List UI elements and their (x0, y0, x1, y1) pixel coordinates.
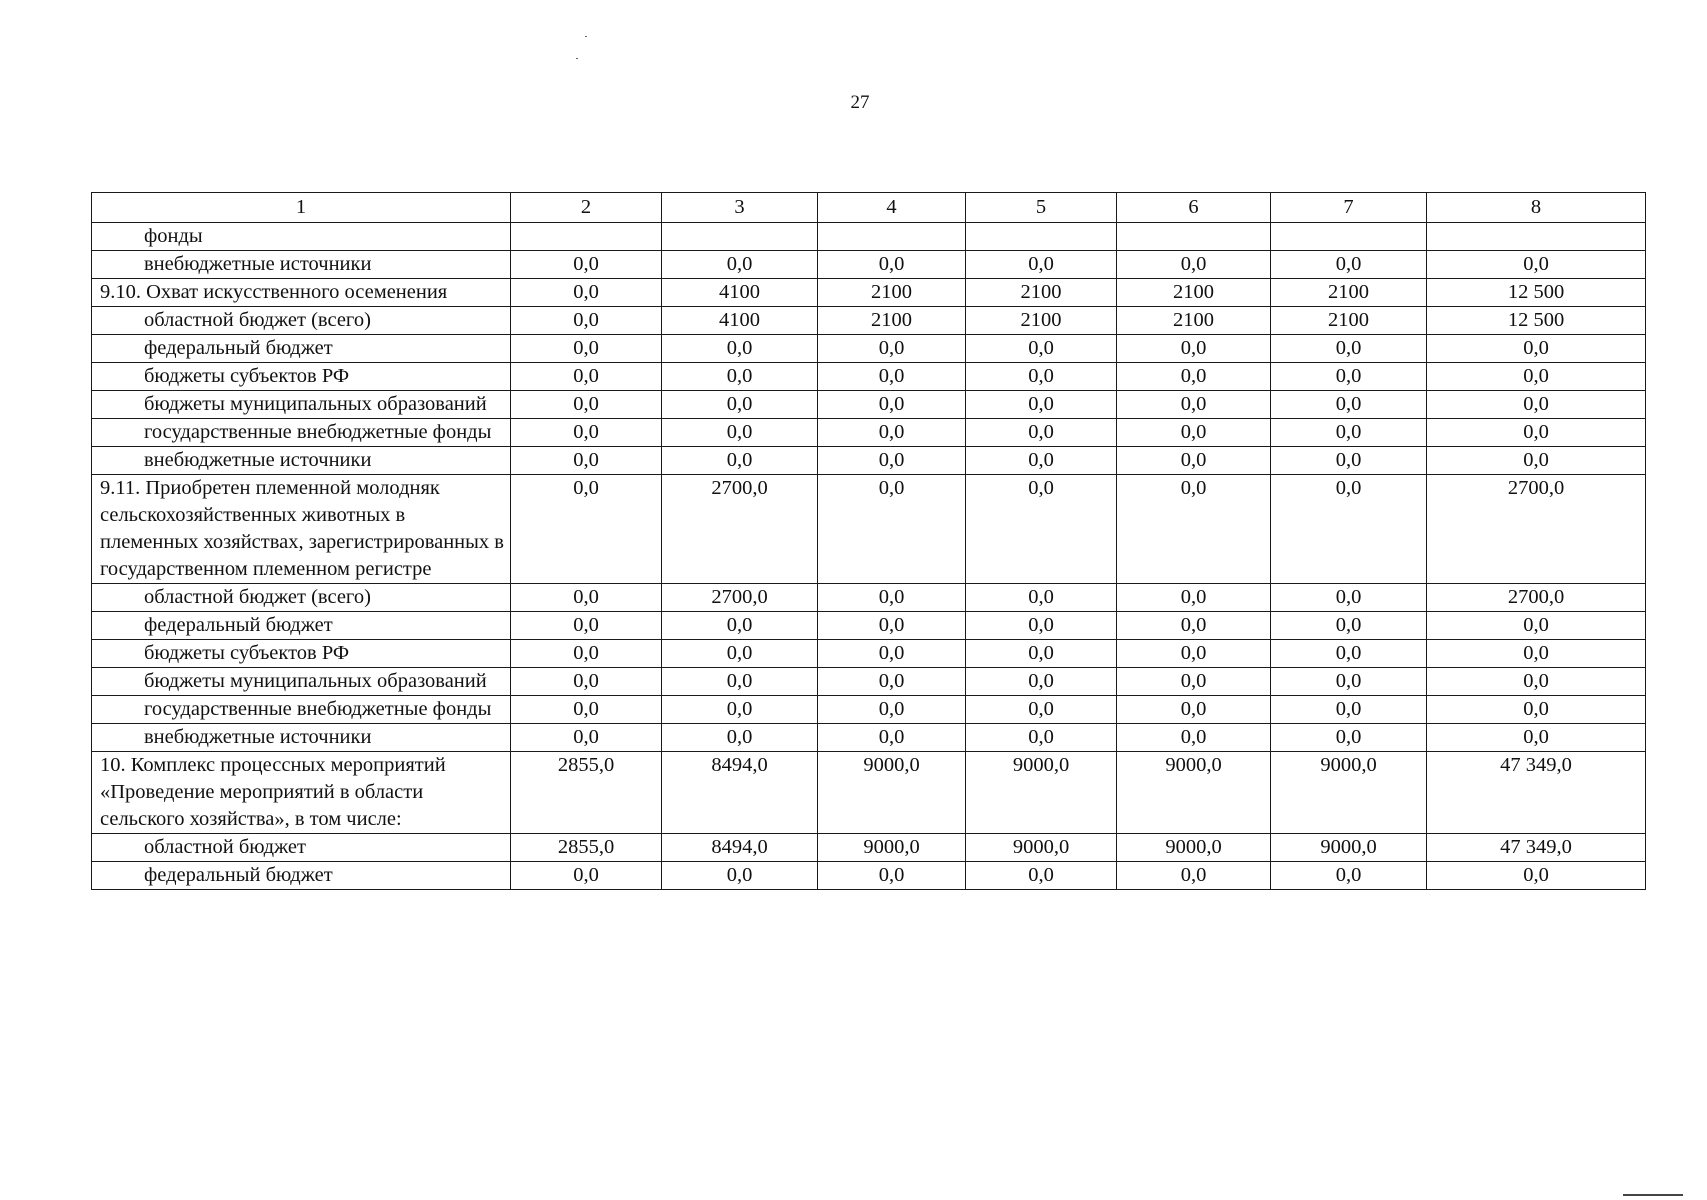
value-cell: 0,0 (966, 251, 1117, 279)
value-cell: 0,0 (1117, 696, 1271, 724)
value-cell (1427, 223, 1646, 251)
value-cell: 0,0 (1271, 724, 1427, 752)
value-cell: 0,0 (1271, 862, 1427, 890)
value-cell: 0,0 (511, 447, 662, 475)
column-header: 6 (1117, 193, 1271, 223)
value-cell: 0,0 (511, 612, 662, 640)
value-cell: 0,0 (1117, 363, 1271, 391)
funding-source-label: бюджеты муниципальных образований (92, 668, 511, 696)
value-cell: 0,0 (1427, 724, 1646, 752)
table-row (92, 223, 1646, 251)
value-cell: 0,0 (966, 447, 1117, 475)
value-cell: 9000,0 (1271, 834, 1427, 862)
section-label: 9.10. Охват искусственного осеменения (92, 279, 511, 307)
value-cell: 0,0 (818, 335, 966, 363)
value-cell: 0,0 (1271, 419, 1427, 447)
value-cell: 9000,0 (966, 752, 1117, 834)
value-cell: 0,0 (662, 391, 818, 419)
value-cell: 0,0 (1117, 251, 1271, 279)
value-cell: 2100 (1271, 307, 1427, 335)
funding-source-label: бюджеты субъектов РФ (92, 640, 511, 668)
table-row (92, 584, 1646, 612)
value-cell: 0,0 (511, 279, 662, 307)
value-cell: 0,0 (662, 668, 818, 696)
funding-source-label: внебюджетные источники (92, 724, 511, 752)
value-cell: 0,0 (1117, 640, 1271, 668)
value-cell: 2100 (966, 307, 1117, 335)
table-row (92, 696, 1646, 724)
value-cell: 0,0 (818, 419, 966, 447)
value-cell: 0,0 (966, 862, 1117, 890)
value-cell: 8494,0 (662, 752, 818, 834)
value-cell: 0,0 (511, 419, 662, 447)
value-cell: 0,0 (662, 724, 818, 752)
table-row-section (92, 475, 1646, 584)
budget-table (91, 192, 1646, 890)
value-cell: 0,0 (1117, 584, 1271, 612)
value-cell: 0,0 (1427, 696, 1646, 724)
value-cell: 0,0 (818, 862, 966, 890)
value-cell: 0,0 (511, 363, 662, 391)
scan-speck (576, 58, 578, 59)
value-cell: 0,0 (511, 391, 662, 419)
funding-source-label: бюджеты субъектов РФ (92, 363, 511, 391)
value-cell: 4100 (662, 307, 818, 335)
value-cell: 0,0 (1117, 862, 1271, 890)
value-cell (966, 223, 1117, 251)
value-cell: 0,0 (966, 391, 1117, 419)
header-row (92, 193, 1646, 223)
page-number: 27 (850, 92, 870, 113)
table-row (92, 447, 1646, 475)
value-cell: 0,0 (1117, 419, 1271, 447)
value-cell: 0,0 (1271, 640, 1427, 668)
value-cell: 0,0 (818, 696, 966, 724)
value-cell: 0,0 (662, 335, 818, 363)
value-cell: 0,0 (511, 251, 662, 279)
table-body (92, 223, 1646, 890)
value-cell: 0,0 (511, 696, 662, 724)
value-cell: 47 349,0 (1427, 834, 1646, 862)
value-cell: 0,0 (1271, 251, 1427, 279)
value-cell: 0,0 (966, 640, 1117, 668)
value-cell: 2100 (818, 279, 966, 307)
table-row-section (92, 279, 1646, 307)
value-cell: 0,0 (1427, 668, 1646, 696)
funding-source-label: федеральный бюджет (92, 335, 511, 363)
value-cell: 0,0 (1117, 724, 1271, 752)
table-row (92, 391, 1646, 419)
value-cell (818, 223, 966, 251)
value-cell: 0,0 (1117, 668, 1271, 696)
value-cell: 0,0 (662, 447, 818, 475)
column-header: 7 (1271, 193, 1427, 223)
value-cell: 2700,0 (662, 475, 818, 584)
value-cell: 0,0 (1427, 862, 1646, 890)
value-cell: 9000,0 (966, 834, 1117, 862)
value-cell: 0,0 (966, 335, 1117, 363)
value-cell: 0,0 (1117, 447, 1271, 475)
value-cell: 0,0 (1427, 391, 1646, 419)
value-cell: 0,0 (818, 724, 966, 752)
value-cell: 0,0 (662, 862, 818, 890)
table-row (92, 640, 1646, 668)
value-cell: 8494,0 (662, 834, 818, 862)
value-cell: 2100 (818, 307, 966, 335)
value-cell: 0,0 (1427, 447, 1646, 475)
value-cell: 0,0 (662, 363, 818, 391)
value-cell: 0,0 (1427, 612, 1646, 640)
funding-source-label: государственные внебюджетные фонды (92, 419, 511, 447)
column-header: 1 (92, 193, 511, 223)
value-cell: 47 349,0 (1427, 752, 1646, 834)
value-cell: 0,0 (966, 668, 1117, 696)
table-row (92, 307, 1646, 335)
value-cell: 0,0 (818, 251, 966, 279)
section-label: 10. Комплекс процессных мероприятий «Проведение мероприятий в области сельского хозяйства», в том числе: (92, 752, 511, 834)
value-cell: 0,0 (662, 419, 818, 447)
value-cell: 0,0 (1117, 335, 1271, 363)
value-cell: 0,0 (818, 640, 966, 668)
value-cell: 0,0 (1271, 335, 1427, 363)
scan-edge-mark (1623, 1194, 1683, 1196)
table-row (92, 834, 1646, 862)
column-header: 2 (511, 193, 662, 223)
column-header: 5 (966, 193, 1117, 223)
value-cell: 0,0 (1117, 391, 1271, 419)
funding-source-label: фонды (92, 223, 511, 251)
value-cell: 0,0 (662, 640, 818, 668)
value-cell: 2100 (1271, 279, 1427, 307)
table-row (92, 862, 1646, 890)
value-cell: 0,0 (1427, 363, 1646, 391)
value-cell: 0,0 (511, 584, 662, 612)
funding-source-label: федеральный бюджет (92, 612, 511, 640)
funding-source-label: государственные внебюджетные фонды (92, 696, 511, 724)
funding-source-label: внебюджетные источники (92, 251, 511, 279)
value-cell: 0,0 (1427, 251, 1646, 279)
funding-source-label: внебюджетные источники (92, 447, 511, 475)
value-cell: 2100 (966, 279, 1117, 307)
funding-source-label: областной бюджет (92, 834, 511, 862)
value-cell: 9000,0 (818, 752, 966, 834)
value-cell: 0,0 (1427, 419, 1646, 447)
value-cell: 0,0 (1271, 447, 1427, 475)
value-cell: 0,0 (1271, 668, 1427, 696)
value-cell: 4100 (662, 279, 818, 307)
value-cell: 0,0 (1427, 335, 1646, 363)
value-cell: 12 500 (1427, 307, 1646, 335)
scan-speck (585, 36, 587, 37)
value-cell: 12 500 (1427, 279, 1646, 307)
value-cell: 2100 (1117, 307, 1271, 335)
value-cell: 0,0 (818, 612, 966, 640)
value-cell: 0,0 (818, 447, 966, 475)
value-cell: 0,0 (966, 419, 1117, 447)
value-cell: 0,0 (1271, 612, 1427, 640)
value-cell: 0,0 (1271, 363, 1427, 391)
value-cell: 9000,0 (818, 834, 966, 862)
value-cell: 9000,0 (1117, 752, 1271, 834)
table-row (92, 419, 1646, 447)
column-header: 8 (1427, 193, 1646, 223)
value-cell: 0,0 (818, 391, 966, 419)
table-row-section (92, 752, 1646, 834)
value-cell: 2700,0 (1427, 475, 1646, 584)
funding-source-label: федеральный бюджет (92, 862, 511, 890)
column-header: 3 (662, 193, 818, 223)
value-cell: 2700,0 (1427, 584, 1646, 612)
value-cell: 0,0 (966, 724, 1117, 752)
value-cell: 0,0 (1271, 696, 1427, 724)
table-row (92, 363, 1646, 391)
value-cell: 0,0 (662, 612, 818, 640)
funding-source-label: бюджеты муниципальных образований (92, 391, 511, 419)
value-cell (1271, 223, 1427, 251)
value-cell: 0,0 (966, 475, 1117, 584)
value-cell: 0,0 (662, 251, 818, 279)
table-row (92, 668, 1646, 696)
value-cell: 0,0 (511, 335, 662, 363)
value-cell: 0,0 (1117, 612, 1271, 640)
value-cell: 9000,0 (1117, 834, 1271, 862)
value-cell: 0,0 (818, 584, 966, 612)
table-row (92, 251, 1646, 279)
value-cell: 0,0 (1271, 391, 1427, 419)
value-cell: 2100 (1117, 279, 1271, 307)
value-cell: 0,0 (511, 475, 662, 584)
value-cell: 0,0 (1271, 475, 1427, 584)
value-cell: 0,0 (966, 612, 1117, 640)
table-row (92, 335, 1646, 363)
value-cell: 0,0 (818, 363, 966, 391)
value-cell: 2855,0 (511, 752, 662, 834)
funding-source-label: областной бюджет (всего) (92, 307, 511, 335)
value-cell: 2855,0 (511, 834, 662, 862)
value-cell: 9000,0 (1271, 752, 1427, 834)
value-cell: 0,0 (1117, 475, 1271, 584)
value-cell (1117, 223, 1271, 251)
funding-source-label: областной бюджет (всего) (92, 584, 511, 612)
value-cell: 0,0 (511, 640, 662, 668)
section-label: 9.11. Приобретен племенной молодняк сельскохозяйственных животных в племенных хозяйствах, зарегистрированных в государственном племенном регистре (92, 475, 511, 584)
table-row (92, 612, 1646, 640)
value-cell: 0,0 (966, 696, 1117, 724)
value-cell: 0,0 (1427, 640, 1646, 668)
value-cell: 0,0 (511, 862, 662, 890)
value-cell: 0,0 (966, 363, 1117, 391)
value-cell: 0,0 (818, 475, 966, 584)
value-cell (511, 223, 662, 251)
value-cell: 0,0 (511, 724, 662, 752)
value-cell: 0,0 (1271, 584, 1427, 612)
value-cell: 0,0 (511, 307, 662, 335)
table-row (92, 724, 1646, 752)
value-cell (662, 223, 818, 251)
value-cell: 0,0 (966, 584, 1117, 612)
value-cell: 0,0 (511, 668, 662, 696)
column-header: 4 (818, 193, 966, 223)
value-cell: 0,0 (662, 696, 818, 724)
value-cell: 2700,0 (662, 584, 818, 612)
value-cell: 0,0 (818, 668, 966, 696)
